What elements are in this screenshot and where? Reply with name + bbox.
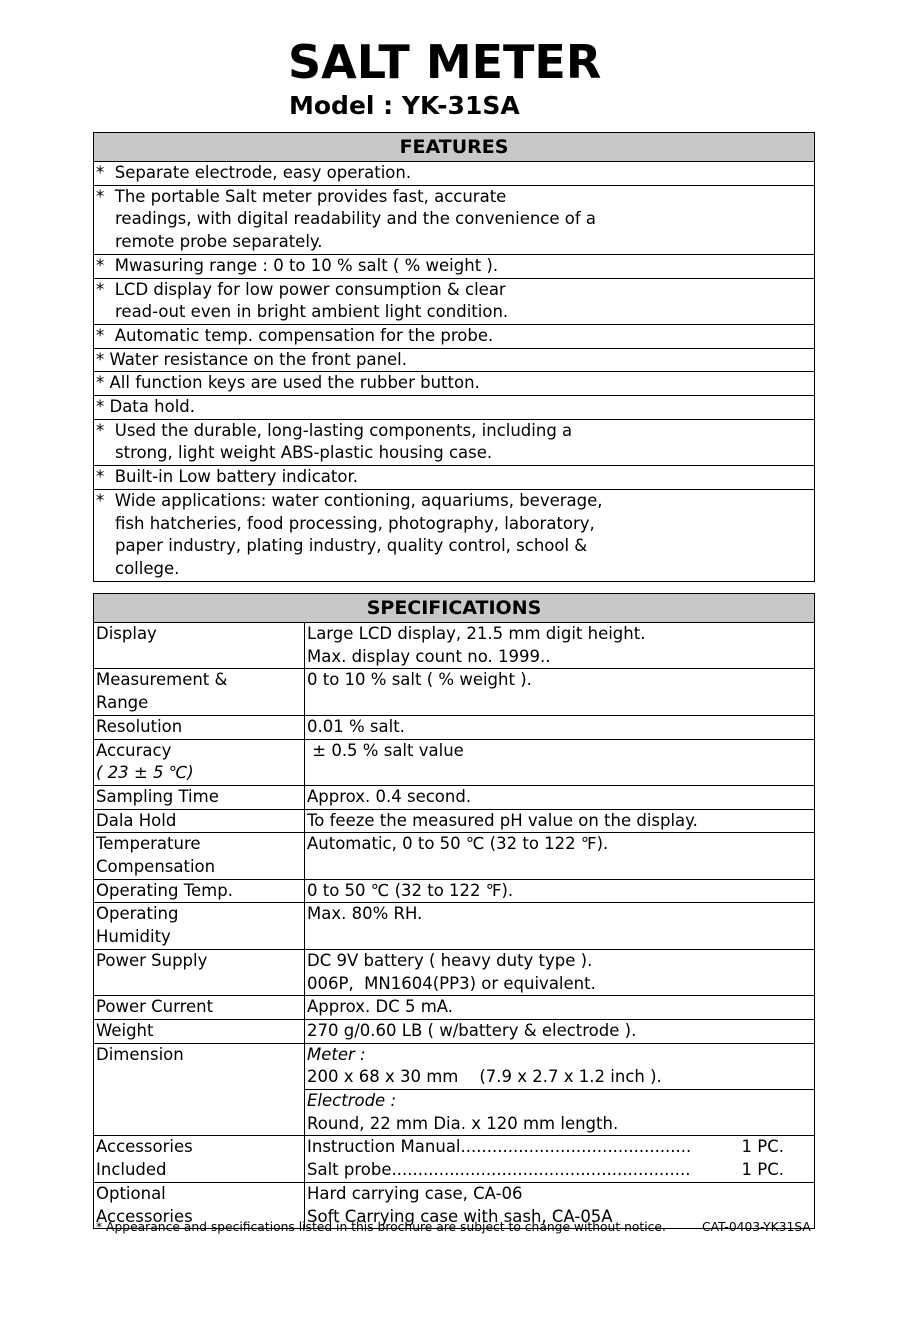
spec-row [94, 739, 815, 785]
feature-row [94, 466, 815, 490]
spec-label-cell [94, 1136, 305, 1182]
feature-text: * Water resistance on the front panel. [96, 349, 408, 369]
dimension-value: Round, 22 mm Dia. x 120 mm length. [307, 1113, 619, 1133]
spec-label-cell [94, 785, 305, 809]
spec-label: Optional [96, 1183, 166, 1203]
features-table [93, 132, 815, 582]
feature-text: * All function keys are used the rubber button. [96, 373, 480, 393]
feature-row [94, 372, 815, 396]
catalog-code: CAT-0403-YK31SA [702, 1220, 811, 1234]
spec-value: 0 to 10 % salt ( % weight ). [307, 670, 532, 690]
spec-value: Soft Carrying case with sash, CA-05A [307, 1206, 613, 1226]
spec-label: Accessories [96, 1206, 193, 1226]
spec-label: Compensation [96, 857, 216, 877]
feature-cell [94, 466, 815, 490]
feature-text: * Wide applications: water contioning, aquariums, beverage, [96, 490, 603, 510]
feature-text: * LCD display for low power consumption & clear [96, 279, 506, 299]
spec-label: Power Supply [96, 950, 208, 970]
spec-label-cell [94, 903, 305, 949]
dimension-heading: Meter : [307, 1044, 366, 1064]
feature-text: strong, light weight ABS-plastic housing case. [115, 443, 493, 463]
spec-row [94, 809, 815, 833]
spec-value: ± 0.5 % salt value [307, 740, 464, 760]
spec-label: Accessories [96, 1137, 193, 1157]
spec-label-cell [94, 949, 305, 995]
spec-value-cell [305, 1136, 815, 1182]
accessory-item [307, 1159, 814, 1182]
spec-value: 0.01 % salt. [307, 716, 405, 736]
spec-label: Dala Hold [96, 810, 177, 830]
spec-value-cell [305, 715, 815, 739]
spec-value-cell [305, 1019, 815, 1043]
feature-cell [94, 348, 815, 372]
feature-text: * Data hold. [96, 397, 195, 417]
feature-cell [94, 254, 815, 278]
feature-text: college. [115, 558, 180, 578]
feature-text: paper industry, plating industry, quality control, school & [115, 536, 588, 556]
feature-cell [94, 185, 815, 254]
feature-text: * Used the durable, long-lasting components, including a [96, 420, 573, 440]
spec-row [94, 1136, 815, 1182]
spec-label-cell [94, 623, 305, 669]
spec-value: To feeze the measured pH value on the display. [307, 810, 698, 830]
feature-cell [94, 162, 815, 186]
model-subtitle: Model : YK-31SA [289, 91, 520, 120]
accessory-quantity: 1 PC. [741, 1137, 784, 1157]
accessory-item [307, 1136, 814, 1159]
spec-value-cell [305, 879, 815, 903]
spec-label-cell [94, 833, 305, 879]
spec-row [94, 833, 815, 879]
spec-value-cell [305, 996, 815, 1020]
spec-row [94, 996, 815, 1020]
spec-label-cell [94, 809, 305, 833]
spec-label-cell [94, 1019, 305, 1043]
feature-row [94, 254, 815, 278]
spec-value-cell [305, 739, 815, 785]
spec-label-cell [94, 669, 305, 715]
spec-value: DC 9V battery ( heavy duty type ). [307, 950, 593, 970]
feature-cell [94, 419, 815, 465]
spec-value: Max. 80% RH. [307, 904, 423, 924]
feature-text: * Automatic temp. compensation for the probe. [96, 325, 494, 345]
spec-label-cell [94, 715, 305, 739]
feature-text: * Separate electrode, easy operation. [96, 163, 412, 182]
spec-value-cell [305, 809, 815, 833]
spec-row [94, 623, 815, 669]
spec-label-cell [94, 879, 305, 903]
spec-value: 270 g/0.60 LB ( w/battery & electrode ). [307, 1020, 637, 1040]
feature-cell [94, 396, 815, 420]
spec-label: Measurement & [96, 670, 228, 690]
features-heading: FEATURES [94, 133, 815, 162]
feature-row [94, 324, 815, 348]
feature-cell [94, 278, 815, 324]
spec-label: Humidity [96, 927, 171, 947]
feature-text: * The portable Salt meter provides fast, accurate [96, 186, 507, 206]
spec-value-cell [305, 669, 815, 715]
spec-label: Dimension [96, 1044, 184, 1064]
spec-label: Range [96, 693, 149, 713]
spec-value: 006P, MN1604(PP3) or equivalent. [307, 973, 596, 993]
spec-label: Sampling Time [96, 786, 219, 806]
spec-value-cell [305, 903, 815, 949]
feature-cell [94, 489, 815, 581]
spec-row [94, 949, 815, 995]
spec-value: Approx. 0.4 second. [307, 786, 472, 806]
spec-row [94, 715, 815, 739]
spec-value-cell [305, 785, 815, 809]
feature-row [94, 348, 815, 372]
spec-label-cell [94, 1043, 305, 1136]
feature-text: fish hatcheries, food processing, photography, laboratory, [115, 513, 595, 533]
feature-text: remote probe separately. [115, 232, 323, 252]
accessory-quantity: 1 PC. [741, 1160, 784, 1180]
spec-value: Hard carrying case, CA-06 [307, 1183, 523, 1203]
feature-cell [94, 324, 815, 348]
spec-label: Operating [96, 904, 179, 924]
page-title: SALT METER [288, 35, 602, 89]
feature-row [94, 162, 815, 186]
spec-label-cell [94, 739, 305, 785]
spec-label: Included [96, 1160, 167, 1180]
spec-label: Weight [96, 1020, 154, 1040]
spec-value: Large LCD display, 21.5 mm digit height. [307, 624, 646, 643]
spec-label: Temperature [96, 834, 201, 854]
spec-row [94, 1019, 815, 1043]
feature-row [94, 278, 815, 324]
feature-text: readings, with digital readability and the convenience of a [115, 209, 597, 229]
spec-label: Operating Temp. [96, 880, 233, 900]
feature-row [94, 396, 815, 420]
accessory-name: Instruction Manual............................................ [307, 1137, 692, 1157]
spec-row [94, 669, 815, 715]
feature-text: * Mwasuring range : 0 to 10 % salt ( % weight ). [96, 255, 499, 275]
disclaimer-note: * Appearance and specifications listed in this brochure are subject to change without notice. [96, 1220, 666, 1234]
spec-value: 0 to 50 ℃ (32 to 122 ℉). [307, 880, 514, 900]
spec-value-cell [305, 949, 815, 995]
spec-label: Power Current [96, 997, 214, 1017]
dimension-block [307, 1044, 814, 1089]
spec-row [94, 785, 815, 809]
spec-label: Accuracy [96, 740, 172, 760]
spec-label-cell [94, 996, 305, 1020]
dimension-heading: Electrode : [307, 1091, 397, 1111]
feature-row [94, 185, 815, 254]
spec-label: Resolution [96, 716, 183, 736]
feature-text: * Built-in Low battery indicator. [96, 467, 358, 487]
dimension-block [305, 1089, 814, 1135]
spec-label: ( 23 ± 5 ℃) [96, 763, 194, 783]
feature-text: read-out even in bright ambient light condition. [115, 302, 509, 322]
spec-value: Automatic, 0 to 50 ℃ (32 to 122 ℉). [307, 834, 609, 854]
spec-value-cell [305, 623, 815, 669]
spec-value: Max. display count no. 1999.. [307, 646, 551, 666]
spec-value-cell [305, 833, 815, 879]
spec-value-cell [305, 1043, 815, 1136]
feature-cell [94, 372, 815, 396]
accessory-name: Salt probe......................................................... [307, 1160, 691, 1180]
specifications-table [93, 593, 815, 1229]
spec-row [94, 903, 815, 949]
spec-row [94, 1043, 815, 1136]
feature-row [94, 489, 815, 581]
spec-value: Approx. DC 5 mA. [307, 997, 454, 1017]
spec-label: Display [96, 624, 157, 643]
feature-row [94, 419, 815, 465]
specifications-heading: SPECIFICATIONS [94, 594, 815, 623]
dimension-value: 200 x 68 x 30 mm (7.9 x 2.7 x 1.2 inch ). [307, 1067, 662, 1087]
spec-row [94, 879, 815, 903]
